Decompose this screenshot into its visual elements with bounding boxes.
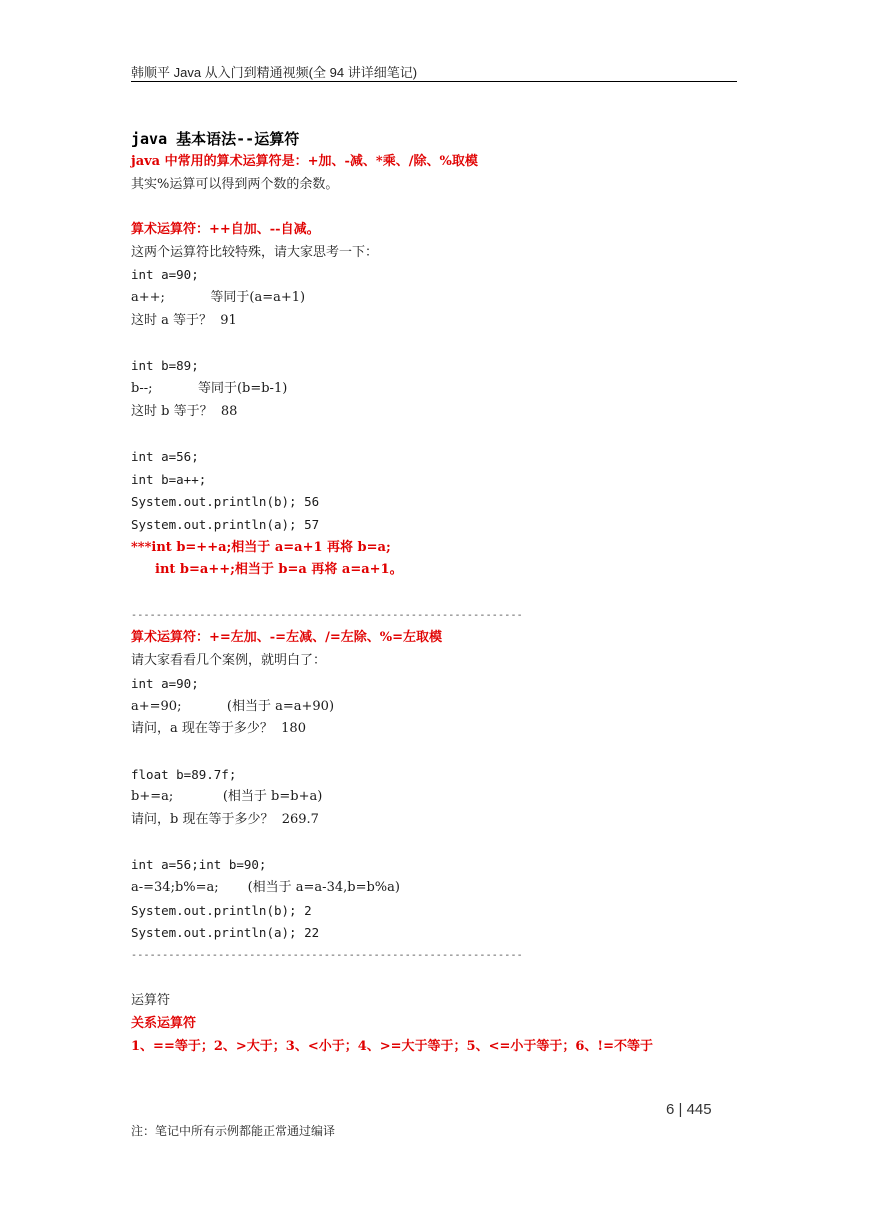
text-line: System.out.println(b); 2 — [131, 902, 312, 918]
text-line: 这两个运算符比较特殊，请大家思考一下： — [131, 244, 379, 260]
text-line: int a=90; — [131, 675, 199, 691]
text-line: b--; 等同于(b=b-1) — [131, 380, 288, 396]
page-number: 6 | 445 — [666, 1101, 712, 1118]
separator-line: --------------------------------------------------------------- — [131, 609, 523, 621]
footer-note: 注：笔记中所有示例都能正常通过编译 — [131, 1124, 336, 1138]
text-line: ***int b=++a;相当于 a=a+1 再将 b=a; — [131, 539, 391, 555]
text-line: a+=90; (相当于 a=a+90) — [131, 698, 335, 714]
running-header: 韩顺平 Java 从入门到精通视频(全 94 讲详细笔记) — [131, 65, 418, 80]
text-line: 算术运算符：++自加、--自减。 — [131, 222, 320, 238]
text-line: int a=56;int b=90; — [131, 857, 267, 873]
text-line: System.out.println(a); 22 — [131, 925, 320, 941]
header-divider — [131, 81, 737, 82]
blank-line — [131, 582, 751, 605]
blank-line — [131, 423, 751, 446]
text-line: 请大家看看几个案例，就明白了： — [131, 653, 327, 669]
text-line: int b=89; — [131, 358, 199, 374]
text-line: 请问，b 现在等于多少？ 269.7 — [131, 811, 319, 827]
page-content — [131, 127, 751, 1059]
blank-line — [131, 832, 751, 855]
text-line: b+=a; (相当于 b=b+a) — [131, 789, 323, 805]
text-line: 关系运算符 — [131, 1016, 197, 1032]
text-line: java 中常用的算术运算符是：+加、-减、*乘、/除、%取模 — [131, 154, 478, 169]
blank-line — [131, 741, 751, 764]
blank-line — [131, 968, 751, 991]
text-line: int a=56; — [131, 448, 199, 464]
text-line: 请问，a 现在等于多少？ 180 — [131, 721, 306, 737]
text-line: 运算符 — [131, 993, 171, 1009]
text-line: int b=a++; — [131, 471, 207, 487]
blank-line — [131, 333, 751, 356]
text-line: int b=a++;相当于 b=a 再将 a=a+1。 — [155, 562, 403, 578]
text-line: a-=34;b%=a; (相当于 a=a-34,b=b%a) — [131, 880, 400, 895]
content-lines — [131, 151, 751, 1059]
text-line: 1、==等于；2、>大于；3、<小于；4、>=大于等于；5、<=小于等于；6、!=不等于 — [131, 1038, 654, 1054]
text-line: a++; 等同于(a=a+1) — [131, 290, 306, 306]
section-title: java 基本语法--运算符 — [131, 130, 300, 148]
text-line: int a=90; — [131, 267, 199, 283]
text-line: float b=89.7f; — [131, 766, 237, 782]
text-line: System.out.println(a); 57 — [131, 517, 320, 532]
text-line: System.out.println(b); 56 — [131, 494, 320, 510]
text-line: 这时 a 等于？ 91 — [131, 312, 237, 328]
text-line: 这时 b 等于？ 88 — [131, 403, 238, 419]
separator-line: --------------------------------------------------------------- — [131, 950, 523, 962]
text-line: 其实%运算可以得到两个数的余数。 — [131, 176, 339, 192]
text-line: 算术运算符：+=左加、-=左减、/=左除、%=左取模 — [131, 630, 442, 646]
blank-line — [131, 196, 751, 219]
